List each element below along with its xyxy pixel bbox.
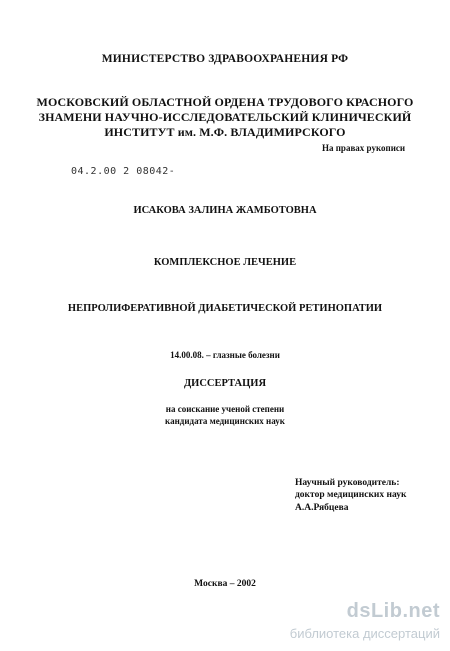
rights-note: На правах рукописи [322,143,406,153]
institute-line-1: МОСКОВСКИЙ ОБЛАСТНОЙ ОРДЕНА ТРУДОВОГО КРАСНОГО [36,95,414,109]
degree-line-1: на соискание ученой степени [165,404,285,414]
ministry-heading: МИНИСТЕРСТВО ЗДРАВООХРАНЕНИЯ РФ [101,53,349,65]
document-type: ДИССЕРТАЦИЯ [183,378,267,389]
registry-code-stamp: 04.2.00 2 08042- [71,166,176,177]
institute-line-3: ИНСТИТУТ им. М.Ф. ВЛАДИМИРСКОГО [104,125,346,139]
watermark-subtitle: библиотека диссертаций [289,626,440,641]
specialty-code: 14.00.08. – глазные болезни [170,350,280,360]
watermark-logo: dsLib.net [346,600,440,622]
title-line-2: НЕПРОЛИФЕРАТИВНОЙ ДИАБЕТИЧЕСКОЙ РЕТИНОПАТИИ [67,303,383,314]
institute-line-2: ЗНАМЕНИ НАУЧНО-ИССЛЕДОВАТЕЛЬСКИЙ КЛИНИЧЕСКИЙ [38,110,412,124]
place-and-year: Москва – 2002 [194,579,256,589]
supervisor-name: А.А.Рябцева [295,503,349,513]
author-name: ИСАКОВА ЗАЛИНА ЖАМБОТОВНА [133,205,317,216]
degree-line-2: кандидата медицинских наук [165,416,285,426]
supervisor-degree: доктор медицинских наук [295,490,407,500]
supervisor-label: Научный руководитель: [295,478,400,488]
title-line-1: КОМПЛЕКСНОЕ ЛЕЧЕНИЕ [153,257,297,268]
site-watermark [270,600,440,648]
